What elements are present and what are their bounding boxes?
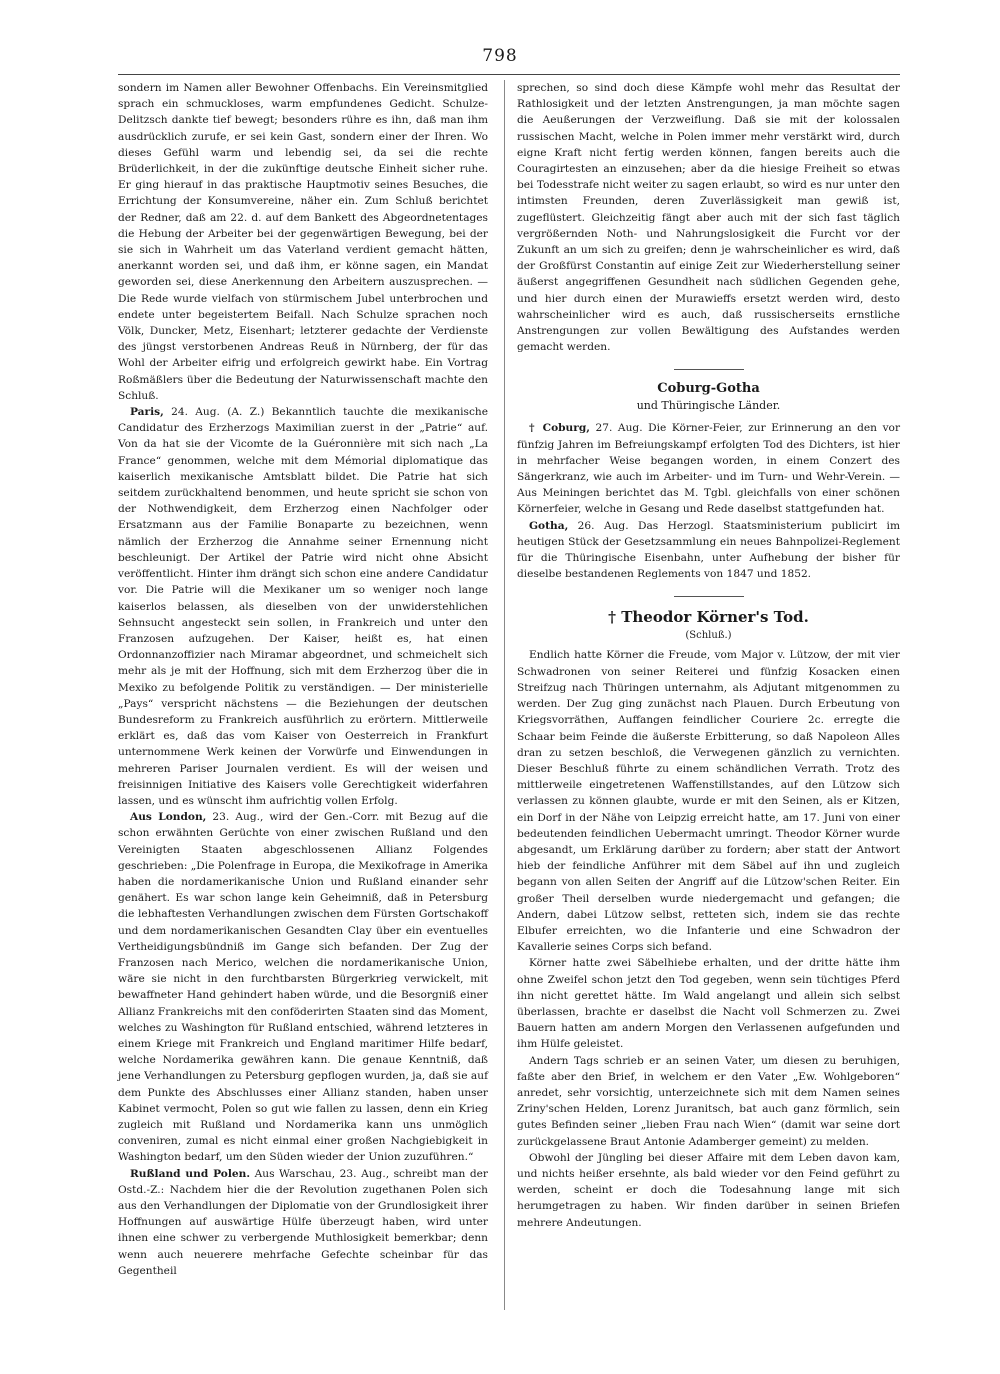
- paragraph-offenbach: [118, 80, 488, 404]
- dateline: Paris,: [130, 406, 164, 419]
- right-column: [517, 80, 900, 1231]
- paragraph-paris: [118, 404, 488, 809]
- paragraph-continuation: sprechen, so sind doch diese Kämpfe wohl mehr das Resultat der Rathlosigkeit und der letzten Anstrengungen, ja man möchte sagen die Aeußerungen der Verzweiflung. Daß sie mit der kolossalen russischen Macht, welche in Polen immer mehr verstärkt wird, durch eigne Kraft nicht fertig werden können, fangen bereits auch die Couragirtesten an einzusehen; aber da die hiesige Freiheit so etwas bei Todesstrafe nicht weiter zu sagen erlaubt, so wird es nur unter den intimsten Freunden, deren Zuverlässigkeit man gewiß ist, zugeflüstert. Gleichzeitig fängt aber auch mit der sich fast täglich vergrößernden Noth- und Nahrungslosigkeit die Furcht vor der Zukunft an um sich zu greifen; denn je wahrscheinlicher es wird, daß der Großfürst Constantin auf einige Zeit zur Wiederherstellung seiner äußerst angegriffenen Gesundheit nach südlichen Gegenden gehe, und hier durch einen der Murawieffs ersetzt werden wird, desto wahrscheinlicher wird es auch, daß russischerseits ernstliche Anstrengungen zur vollen Bewältigung des Aufstandes werden gemacht werden.: [517, 82, 900, 354]
- section-title: Coburg-Gotha: [657, 381, 760, 397]
- section-separator: [674, 369, 744, 370]
- paragraph-gotha: [517, 518, 900, 583]
- article-paragraph: Endlich hatte Körner die Freude, vom Major v. Lützow, der mit vier Schwadronen von seiner Reiterei und fünfzig Kosacken einen Streifzug nach Thüringen unternahm, als Adjutant mitgenommen zu werden. Der Zug ging zunächst nach Plauen. Durch Erbeutung von Kriegsvorräthen, Auffangen feindlicher Couriere 2c. erregte die Schaar beim Feinde die äußerste Erbitterung, so daß Napoleon Alles dran zu setzen beschloß, die Verwegenen gänzlich zu vernichten. Dieser Beschluß führte zu einem schändlichen Verrath. Trotz des mittlerweile eingetretenen Waffenstillstandes, auf den Lützow sich verlassen zu können glaubte, wurde er mit den Seinen, als er Kitzen, ein Dorf in der Nähe von Leipzig erreicht hatte, am 17. Juni von einer bedeutenden feindlichen Uebermacht umringt. Theodor Körner wurde abgesandt, um Erklärung darüber zu fordern; aber statt der Antwort hieb der feindliche Anführer mit dem Säbel auf ihn und zugleich begann von allen Seiten der Angriff auf die Lützow'schen Reiter. Ein großer Theil derselben wurde niedergemacht und gefangen; die Andern, dabei Lützow selbst, retteten sich, indem sie das rechte Elbufer erreichten, wo die Infanterie und eine Schwadron der Kavallerie seines Corps sich befand.: [517, 649, 900, 954]
- dateline: Aus London,: [130, 811, 207, 824]
- paragraph-text: 24. Aug. (A. Z.) Bekanntlich tauchte die mexikanische Candidatur des Erzherzogs Maximilian zuerst in der „Patrie“ auf. Von da hat sie der Vicomte de la Guéronnière mit sich nach „La France“ genommen, welche mit dem Mémorial diplomatique das kaiserlich mexikanische Amtsblatt bildet. Die Patrie hat sich seitdem zurückhaltend benommen, und heute spricht sie schon von der Nothwendigkeit, dem Erzherzog einen Nachfolger oder Ersatzmann aus der Familie Bonaparte zu bezeichnen, wenn nämlich der Erzherzog die Annahme seiner Ernennung nicht beschleunigt. Der Artikel der Patrie wird nicht ohne Absicht veröffentlicht. Hinter ihm drängt sich schon eine andere Candidatur vor. Die Patrie will die Mexikaner um so weniger noch lange kaiserlos belassen, als dieselben von der unwiderstehlichen Sehnsucht angesteckt sein sollen, in Frankreich und unter den Franzosen aufzugehen. Der Kaiser, heißt es, hat einen Ordonnanzoffizier nach Miramar abgeordnet, und schmeichelt sich mehr als je mit der Hoffnung, sich mit dem Erzherzog über die in Mexiko zu befolgende Politik zu verständigen. — Der ministerielle „Pays“ verspricht nächstens — die Beziehungen der deutschen Bundesreform zu Frankreich ausführlich zu erörtern. Mittlerweile erklärt es, daß das vom Kaiser von Oesterreich in Frankfurt unternommene Werk keinen der Vorwürfe und Einwendungen in mehreren Pariser Journalen verdient. Es will der weisen und freisinnigen Initiative des Kaisers volle Gerechtigkeit widerfahren lassen, und es wünscht ihm aufrichtig vollen Erfolg.: [118, 406, 488, 807]
- paragraph-text: 23. Aug., wird der Gen.-Corr. mit Bezug auf die schon erwähnten Gerüchte von einer zwischen Rußland und den Vereinigten Staaten abgeschlossenen Allianz Folgendes geschrieben: „Die Polenfrage in Europa, die Mexikofrage in Amerika haben die nordamerikanische Union und Rußland einander sehr genähert. Es war schon lange kein Geheimniß, daß in Petersburg die lebhaftesten Verhandlungen zwischen dem Fürsten Gortschakoff und dem nordamerikanischen Gesandten Clay über ein eventuelles Vertheidigungsbündniß im Gange sich befanden. Der Zug der Franzosen nach Merico, welchen die nordamerikanische Union, wäre sie nicht in den furchtbarsten Bürgerkrieg verwickelt, mit bewaffneter Hand gehindert haben würde, und die Besorgniß einer Allianz Frankreichs mit den conföderirten Staaten sind das Moment, welches zu Washington für Rußland entschied, während letzteres in einem Kriege mit Frankreich und England maritimer Hilfe bedarf, welche Nordamerika gewähren kann. Die genaue Kenntniß, daß jene Verhandlungen zu Petersburg gepflogen wurden, ja, daß sie auf dem Punkte des Abschlusses einer Allianz standen, haben unser Kabinet vermocht, Polen so gut wie fallen zu lassen, denn ein Krieg zugleich mit Rußland und Nordamerika kann uns unmöglich conveniren, zumal es nicht einmal einer großen Nachgiebigkeit in Washington bedarf, um den Süden wieder der Union zuzuführen.“: [118, 811, 488, 1164]
- header-rule: [118, 74, 900, 75]
- dateline: Rußland und Polen.: [130, 1167, 251, 1180]
- left-column: [118, 80, 488, 1279]
- section-subtitle: und Thüringische Länder.: [636, 399, 781, 413]
- article-paragraph: Körner hatte zwei Säbelhiebe erhalten, und der dritte hätte ihm ohne Zweifel schon jetzt den Tod gegeben, wenn sein tüchtiges Pferd ihn nicht gerettet hätte. Im Wald angelangt und allein sich selbst überlassen, brachte er daselbst die Nacht voll Schmerzen zu. Zwei Bauern hatten am andern Morgen den Verlassenen aufgefunden und ihm Hülfe geleistet.: [517, 957, 900, 1051]
- paragraph-russland-polen: [118, 1166, 488, 1279]
- page-number: 798: [482, 46, 518, 66]
- article-paragraph: Obwohl der Jüngling bei dieser Affaire mit dem Leben davon kam, und nichts heißer ersehnte, als bald wieder vor den Feind geführt zu werden, scheint er doch die Todesahnung lange mit sich herumgetragen zu haben. Wir finden darüber in seinen Briefen mehrere Andeutungen.: [517, 1151, 900, 1229]
- article-paragraph: Andern Tags schrieb er an seinen Vater, um diesen zu beruhigen, faßte aber den Brief, in welchem er den Vater „Ew. Wohlgeboren“ anredet, sehr vorsichtig, unterzeichnete sich mit dem Namen seines Zriny'schen Helden, Lorenz Juranitsch, bat auch ganz förmlich, sein gutes Befinden seiner „lieben Frau nach Wien“ (damit war seine dort zurückgelassene Braut Antonie Adamberger gemeint) zu melden.: [517, 1054, 900, 1148]
- dateline: † Coburg,: [529, 422, 590, 435]
- paragraph-text: 27. Aug. Die Körner-Feier, zur Erinnerung an den vor fünfzig Jahren im Befreiungskampf erfolgten Tod des Dichters, ist hier in mehrfacher Weise begangen worden, in einem Conzert des Sängerkranz, wie auch im Arbeiter- und im Turn- und Wehr-Verein. — Aus Meiningen berichtet das M. Tgbl. gleichfalls von einer schönen Körnerfeier, welche in Gesang und Rede daselbst stattgefunden hat.: [517, 422, 901, 516]
- paragraph-text: Aus Warschau, 23. Aug., schreibt man der Ostd.-Z.: Nachdem hier die der Revolution zugethanen Polen sich aus den Verhandlungen der Diplomatie von der Grundlosigkeit ihrer Hoffnungen auf auswärtige Hülfe überzeugt haben, wird unter ihnen eine schwer zu verbergende Muthlosigkeit bemerkbar; denn wenn auch neuerere mehrfache Gefechte scheinbar für das Gegentheil: [118, 1167, 488, 1277]
- paragraph-london: [118, 809, 488, 1165]
- paragraph-text: sondern im Namen aller Bewohner Offenbachs. Ein Vereinsmitglied sprach ein schmuckloses, warm empfundenes Gedicht. Schulze-Delitzsch dankte tief bewegt; besonders rühre es ihn, daß man ihm ausdrücklich zurufe, er sei kein Gast, sondern einer der Ihren. Wo dieses Gefühl warm und lebendig sei, da sei die rechte Brüderlichkeit, in der die zukünftige deutsche Einheit sicher ruhe. Er ging hierauf in das praktische Hauptmotiv seines Besuches, die Errichtung der Konsumvereine, näher ein. Zum Schluß berichtet der Redner, daß am 22. d. auf dem Bankett des Abgeordnetentages die Hebung der Arbeiter bei der gegenwärtigen Bewegung, bei der sie sich in Wahrheit um das Vaterland verdient gemacht hätten, anerkannt worden sei, und daß ihm, er könne sagen, ein Mandat geworden sei, diese Anerkennung den Arbeitern auszusprechen. — Die Rede wurde vielfach von stürmischem Jubel unterbrochen und endete unter begeistertem Beifall. Nach Schulze sprachen noch Völk, Duncker, Metz, Eisenhart; letzterer gedachte der Verdienste des jüngst verstorbenen Andreas Reuß in Nürnberg, der für das Wohl der Arbeiter eifrig und erfolgreich gewirkt habe. Ein Vortrag Roßmäßlers über die Bedeutung der Naturwissenschaft machte den Schluß.: [118, 82, 488, 402]
- dateline: Gotha,: [529, 519, 569, 532]
- article-note: (Schluß.): [685, 630, 732, 642]
- paragraph-coburg: [517, 420, 900, 517]
- article-separator: [674, 596, 744, 597]
- column-divider: [504, 80, 505, 1310]
- article-title: † Theodor Körner's Tod.: [608, 608, 809, 627]
- paragraph-text: 26. Aug. Das Herzogl. Staatsministerium publicirt im heutigen Stück der Gesetzsammlung ein neues Bahnpolizei-Reglement für die Thüringische Eisenbahn, unter Aufhebung der bisher für dieselbe bestandenen Reglements von 1847 und 1852.: [517, 519, 900, 581]
